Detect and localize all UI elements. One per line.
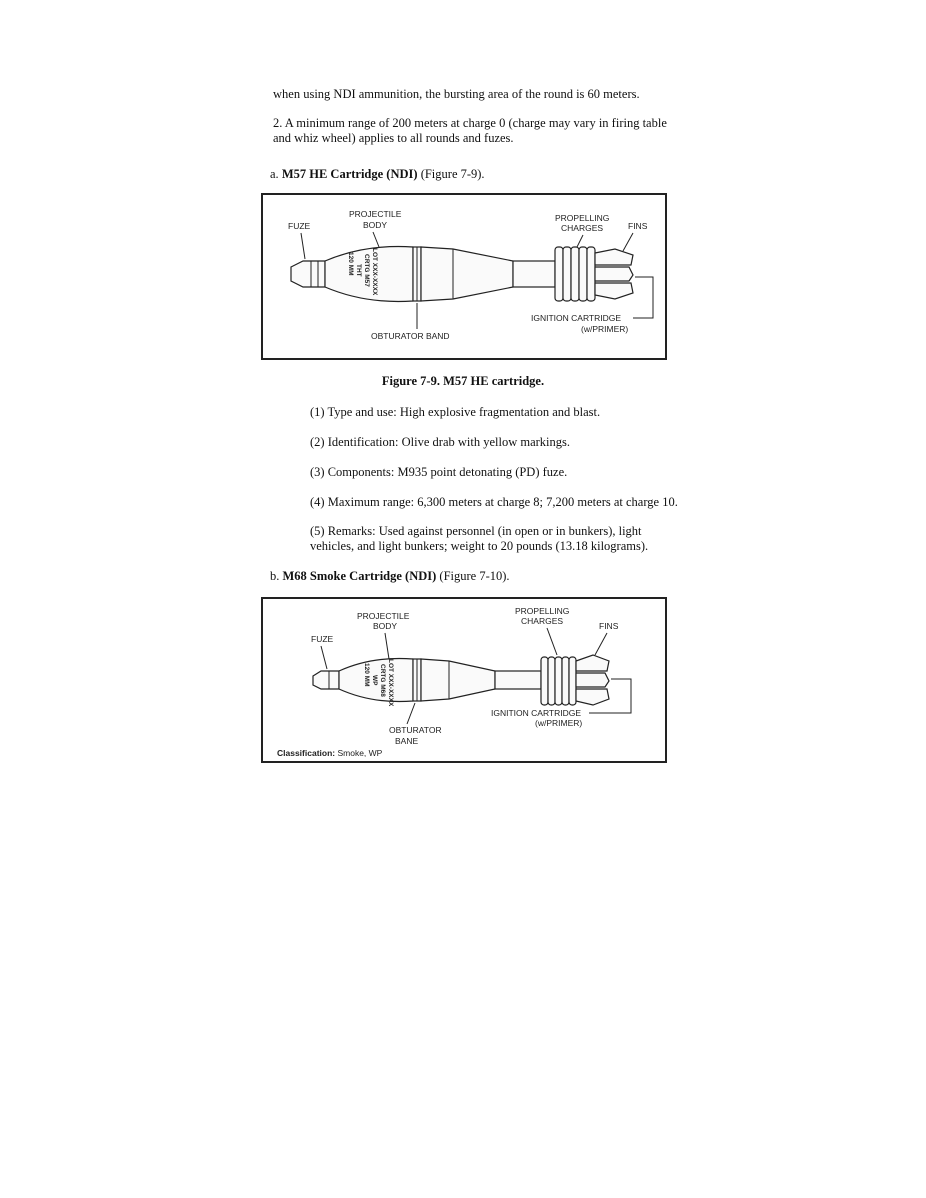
figure-7-9-caption: Figure 7-9. M57 HE cartridge. [381, 374, 545, 388]
rear-body-shape [421, 247, 513, 301]
leader-line [595, 633, 607, 655]
leader-line [385, 633, 389, 659]
marking-line: WP [371, 675, 378, 686]
label-charges: CHARGES [561, 223, 604, 233]
leader-line [547, 628, 557, 655]
marking-line: THT [355, 264, 362, 277]
leader-line [321, 646, 327, 669]
label-projectile: PROJECTILE [349, 209, 402, 219]
item-components: (3) Components: M935 point detonating (PD) fuze. [310, 465, 568, 479]
label-obturator: OBTURATOR BAND [371, 331, 450, 341]
section-a-heading [270, 166, 485, 182]
leader-line [633, 277, 653, 318]
label-primer: (w/PRIMER) [581, 324, 629, 334]
section-a-prefix: a. [270, 167, 282, 181]
section-b-ref: (Figure 7-10). [436, 569, 510, 583]
item-remarks-line2: vehicles, and light bunkers; weight to 20 pounds (13.18 kilograms). [310, 539, 649, 553]
label-obturator: OBTURATOR [389, 725, 442, 735]
rear-body-shape [421, 659, 495, 701]
label-primer: (w/PRIMER) [535, 718, 583, 728]
item-identification: (2) Identification: Olive drab with yellow markings. [310, 435, 571, 449]
item-max-range: (4) Maximum range: 6,300 meters at charge 8; 7,200 meters at charge 10. [310, 495, 678, 509]
para2-line2: and whiz wheel) applies to all rounds and fuzes. [273, 131, 514, 145]
marking-line: LOT XXX-XXXX [387, 659, 394, 707]
label-ignition: IGNITION CARTRIDGE [491, 708, 582, 718]
m57-cartridge-illustration [263, 195, 665, 358]
leader-line [577, 235, 583, 247]
marking-line: CRTG M68 [379, 664, 386, 697]
para2-line1: 2. A minimum range of 200 meters at charge 0 (charge may vary in firing table [273, 116, 667, 130]
label-ignition: IGNITION CARTRIDGE [531, 313, 622, 323]
fuze-shape [291, 261, 325, 287]
tail-boom-shape [495, 671, 541, 689]
propelling-charges-shape [541, 657, 576, 705]
label-propelling: PROPELLING [515, 606, 570, 616]
label-projectile: PROJECTILE [357, 611, 410, 621]
figure-7-9 [261, 193, 667, 360]
classification-label: Classification: [277, 748, 336, 758]
label-charges: CHARGES [521, 616, 564, 626]
marking-line: LOT XXX-XXXX [371, 248, 378, 296]
label-body: BODY [373, 621, 398, 631]
item-type-use: (1) Type and use: High explosive fragmentation and blast. [310, 405, 601, 419]
label-bane: BANE [395, 736, 419, 746]
section-a-title: M57 HE Cartridge (NDI) [281, 167, 418, 181]
tail-boom-shape [513, 261, 555, 287]
section-a-ref: (Figure 7-9). [417, 167, 485, 181]
marking-line: 120 MM [347, 252, 354, 276]
propelling-charges-shape [555, 247, 595, 301]
fins-shape [595, 249, 633, 299]
intro-line: when using NDI ammunition, the bursting area of the round is 60 meters. [273, 87, 640, 101]
section-b-prefix: b. [270, 569, 283, 583]
label-propelling: PROPELLING [555, 213, 610, 223]
section-b-heading [270, 568, 510, 584]
label-fins: FINS [628, 221, 648, 231]
figure-7-10 [261, 597, 667, 763]
fuze-shape [313, 671, 339, 689]
label-fins: FINS [599, 621, 619, 631]
m68-cartridge-illustration [263, 599, 665, 761]
item-remarks-line1: (5) Remarks: Used against personnel (in open or in bunkers), light [310, 524, 642, 538]
classification-value: Smoke, WP [335, 748, 383, 758]
label-fuze: FUZE [311, 634, 334, 644]
leader-line [407, 703, 415, 724]
classification-line [277, 748, 383, 758]
fins-shape [576, 655, 609, 705]
marking-line: CRTG M57 [363, 254, 370, 287]
leader-line [301, 233, 305, 259]
leader-line [373, 232, 379, 247]
leader-line [623, 233, 633, 251]
marking-line: 120 MM [363, 663, 370, 687]
label-body: BODY [363, 220, 388, 230]
section-b-title: M68 Smoke Cartridge (NDI) [282, 569, 437, 583]
label-fuze: FUZE [288, 221, 311, 231]
